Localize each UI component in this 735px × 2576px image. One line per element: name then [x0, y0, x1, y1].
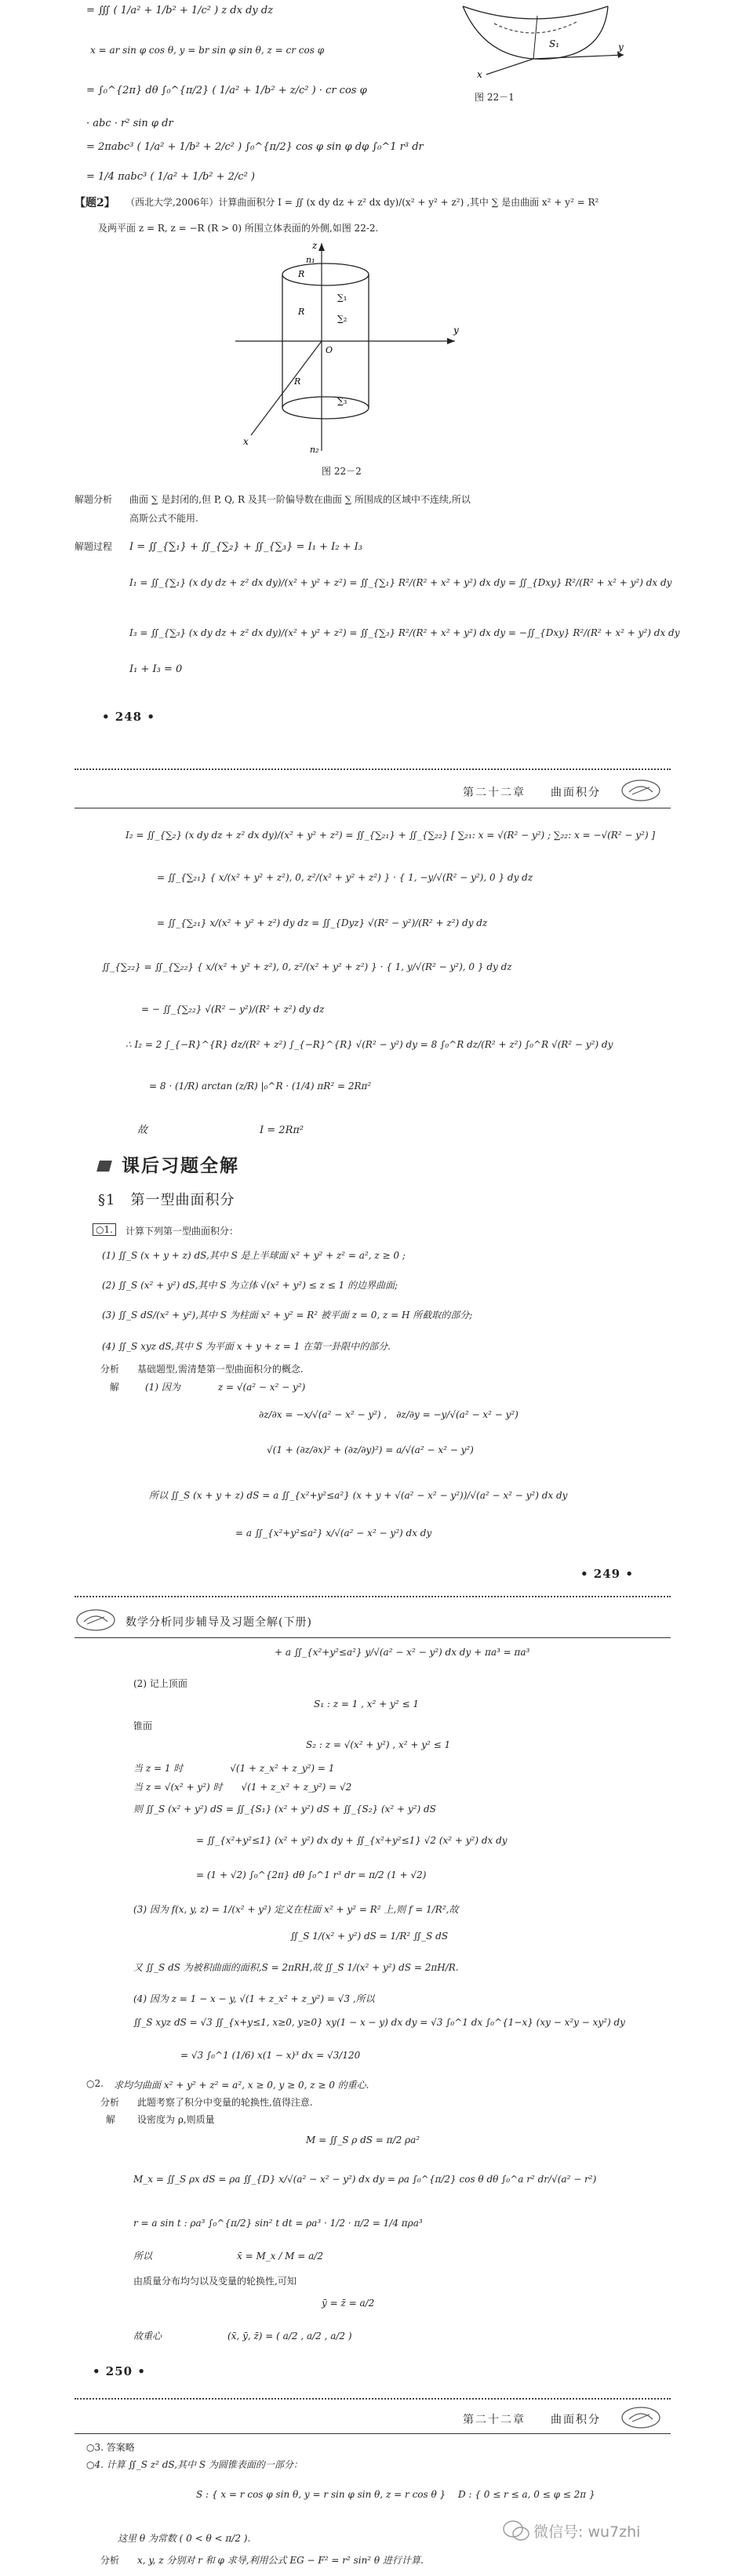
- equation-line: = ∬_{∑₂₁} { x/(x² + y² + z²), 0, z²/(x² + y² + z²) } · { 1, −y/√(R² − y²), 0 } dy dz: [157, 872, 533, 883]
- equation-line: ∬_{∑₂₂} = ∬_{∑₂₂} { x/(x² + y² + z²), 0, z²/(x² + y² + z²) } · { 1, y/√(R² − y²), 0 } dy dz: [102, 961, 512, 972]
- question-text: ○3. 答案略: [86, 2442, 135, 2453]
- book-logo-icon: [75, 1606, 118, 1634]
- subsection-title: §1 第一型曲面积分: [98, 1192, 235, 1208]
- svg-text:R: R: [298, 269, 305, 279]
- equation-line: = a ∬_{x²+y²≤a²} x/√(a² − x² − y²) dx dy: [235, 1528, 432, 1539]
- text-line: 这里 θ 为常数 ( 0 < θ < π/2 ).: [118, 2533, 251, 2544]
- analysis-text: x, y, z 分别对 r 和 φ 求导,利用公式 EG − F² = r² sin² θ 进行计算.: [137, 2555, 424, 2566]
- svg-text:x: x: [243, 436, 249, 447]
- svg-text:n₁: n₁: [306, 255, 315, 265]
- equation-line: 则 ∬_S (x² + y²) dS = ∬_{S₁} (x² + y²) dS + ∬_{S₂} (x² + y²) dS: [133, 1804, 436, 1815]
- equation-line: M_x = ∬_S ρx dS = ρa ∬_{D} x/√(a² − x² − y²) dx dy = ρa ∫₀^{π/2} cos θ dθ ∫₀^a r² dr/√(a² − r²): [133, 2174, 597, 2185]
- equation-line: 当 z = √(x² + y²) 时 √(1 + z_x² + z_y²) = √2: [133, 1782, 352, 1793]
- equation-line: = ∭ ( 1/a² + 1/b² + 1/c² ) z dx dy dz: [86, 5, 274, 16]
- equation-line: I₁ = ∬_{∑₁} (x dy dz + z² dx dy)/(x² + y² + z²) = ∬_{∑₁} R²/(R² + x² + y²) dx dy = ∬_{Dxy} R²/(R² + x² + y²) dx dy: [129, 577, 672, 588]
- figure-22-1: [439, 0, 628, 78]
- question-text: ○4. 计算 ∬_S z² dS,其中 S 为圆锥表面的一部分：: [86, 2459, 303, 2470]
- svg-text:∑₂: ∑₂: [337, 314, 347, 324]
- analysis-label: 分析: [100, 2555, 120, 2566]
- figure-caption: 图 22－1: [475, 92, 515, 103]
- solution-label: 解: [106, 2114, 116, 2125]
- axis-x-label: x: [477, 69, 482, 78]
- process-label: 解题过程: [75, 541, 113, 552]
- question-item: (1) ∬_S (x + y + z) dS,其中 S 是上半球面 x² + y² + z² = a², z ≥ 0 ;: [102, 1250, 406, 1261]
- equation-line: = ∬_{∑₂₁} x/(x² + y² + z²) dy dz = ∬_{Dyz} √(R² − y²)/(R² + z²) dy dz: [157, 917, 488, 928]
- exercise-text: （西北大学,2006年）计算曲面积分 I = ∬ (x dy dz + z² dx dy)/(x² + y² + z²) ,其中 ∑ 是由曲面 x² + y² = R²: [126, 197, 599, 208]
- equation-line: = 2πabc³ ( 1/a² + 1/b² + 2/c² ) ∫₀^{π/2} cos φ sin φ dφ ∫₀^1 r³ dr: [86, 141, 424, 153]
- equation-line: I₁ + I₃ = 0: [129, 663, 183, 675]
- equation-line: I = ∬_{∑₁} + ∬_{∑₂} + ∬_{∑₃} = I₁ + I₂ + I₃: [129, 541, 362, 553]
- question-text: 求均匀曲面 x² + y² + z² = a², x ≥ 0, y ≥ 0, z ≥ 0 的重心.: [114, 2080, 369, 2091]
- analysis-text: 高斯公式不能用.: [129, 513, 198, 524]
- equation-line: · abc · r² sin φ dr: [86, 118, 173, 129]
- text-line: 锥面: [133, 1720, 153, 1731]
- book-icon: [96, 1161, 112, 1172]
- analysis-label: 分析: [100, 2097, 120, 2108]
- equation-line: 当 z = 1 时 √(1 + z_x² + z_y²) = 1: [133, 1763, 335, 1774]
- question-text: 计算下列第一型曲面积分：: [126, 1226, 239, 1237]
- equation-line: 所以 ∬_S (x + y + z) dS = a ∬_{x²+y²≤a²} (x + y + √(a² − x² − y²))/√(a² − x² − y²) dx dy: [149, 1490, 568, 1501]
- book-header: 数学分析同步辅导及习题全解(下册): [126, 1616, 312, 1629]
- page-number: • 249 •: [580, 1567, 634, 1581]
- equation-line: S : { x = r cos φ sin θ, y = r sin φ sin θ, z = r cos θ } D : { 0 ≤ r ≤ a, 0 ≤ φ ≤ 2π }: [196, 2489, 595, 2500]
- equation-line: (4) 因为 z = 1 − x − y, √(1 + z_x² + z_y²) = √3 ,所以: [133, 1993, 375, 2004]
- question-item: (3) ∬_S dS/(x² + y²),其中 S 为柱面 x² + y² = R² 被平面 z = 0, z = H 所截取的部分;: [102, 1310, 473, 1321]
- text-line: (2) 记上顶面: [133, 1678, 187, 1689]
- equation-line: = ∫₀^{2π} dθ ∫₀^{π/2} ( 1/a² + 1/b² + z/c² ) · cr cos φ: [86, 85, 367, 96]
- equation-substitution: x = ar sin φ cos θ, y = br sin φ sin θ, z = cr cos φ: [90, 45, 325, 56]
- header-rule: [75, 1637, 671, 1638]
- svg-text:z: z: [312, 240, 318, 251]
- section-title: 课后习题全解: [122, 1155, 239, 1176]
- equation-line: I₂ = ∬_{∑₂} (x dy dz + z² dx dy)/(x² + y² + z²) = ∬_{∑₂₁} + ∬_{∑₂₂} [ ∑₂₁: x = √(R² − y²) ; ∑₂₂: x = −√(R² − y²) ]: [126, 830, 656, 841]
- solution-text: 设密度为 ρ,则质量: [137, 2114, 215, 2125]
- equation-line: ȳ = z̄ = a/2: [322, 2298, 375, 2309]
- equation-line: ∬_S 1/(x² + y²) dS = 1/R² ∬_S dS: [290, 1931, 449, 1942]
- page-divider: [75, 768, 671, 770]
- question-item: (2) ∬_S (x² + y²) dS,其中 S 为立体 √(x² + y²) ≤ z ≤ 1 的边界曲面;: [102, 1280, 398, 1291]
- page-divider: [75, 1596, 671, 1597]
- equation-line: = 1/4 πabc³ ( 1/a² + 1/b² + 2/c² ): [86, 171, 255, 183]
- svg-text:R: R: [298, 307, 305, 317]
- figure-22-2: [220, 239, 471, 459]
- equation-line: I₃ = ∬_{∑₃} (x dy dz + z² dx dy)/(x² + y² + z²) = ∬_{∑₃} R²/(R² + x² + y²) dx dy = −∬_{Dxy} R²/(R² + x² + y²) dx dy: [129, 627, 680, 638]
- equation-line: = (1 + √2) ∫₀^{2π} dθ ∫₀^1 r³ dr = π/2 (1 + √2): [196, 1869, 427, 1880]
- equation-line: ∴ I₂ = 2 ∫_{−R}^{R} dz/(R² + z²) ∫_{−R}^{R} √(R² − y²) dy = 8 ∫₀^R dz/(R² + z²) ∫₀^R √(R² − y²) dy: [126, 1039, 613, 1050]
- equation-line: 又 ∬_S dS 为被积曲面的面积,S = 2πRH,故 ∬_S 1/(x² + y²) dS = 2πH/R.: [133, 1962, 459, 1973]
- analysis-text: 此题考察了积分中变量的轮换性,值得注意.: [137, 2097, 313, 2108]
- equation-line: M = ∬_S ρ dS = π/2 ρa²: [306, 2135, 420, 2145]
- analysis-text: 曲面 ∑ 是封闭的,但 P, Q, R 及其一阶偏导数在曲面 ∑ 所围成的区域中不连续,所以: [129, 494, 471, 505]
- equation-line: S₂ : z = √(x² + y²) , x² + y² ≤ 1: [306, 1739, 451, 1750]
- analysis-label: 分析: [100, 1364, 120, 1375]
- svg-text:O: O: [326, 345, 333, 355]
- question-label: ○2.: [86, 2078, 104, 2089]
- equation-line: r = a sin t : ρa³ ∫₀^{π/2} sin² t dt = ρa³ · 1/2 · π/2 = 1/4 πρa³: [133, 2218, 423, 2229]
- equation-line: √(1 + (∂z/∂x)² + (∂z/∂y)²) = a/√(a² − x² − y²): [267, 1444, 474, 1455]
- header-rule: [75, 2433, 671, 2434]
- svg-text:∑₃: ∑₃: [337, 396, 347, 406]
- equation-line: 所以 x̄ = M_x / M = a/2: [133, 2251, 323, 2262]
- surface-label: S₁: [549, 38, 560, 49]
- solution-label: 解: [110, 1382, 120, 1393]
- book-logo-icon: [620, 776, 663, 805]
- analysis-label: 解题分析: [75, 494, 113, 505]
- exercise-text: 及两平面 z = R, z = −R (R > 0) 所围立体表面的外侧,如图 22-2.: [98, 223, 379, 234]
- watermark-text: 微信号: wu7zhi: [533, 2523, 641, 2541]
- equation-line: = − ∬_{∑₂₂} √(R² − y²)/(R² + z²) dy dz: [141, 1004, 325, 1015]
- wechat-icon: [502, 2519, 530, 2542]
- svg-text:∑₁: ∑₁: [337, 292, 347, 303]
- equation-line: + a ∬_{x²+y²≤a²} y/√(a² − x² − y²) dx dy + πa³ = πa³: [275, 1647, 530, 1658]
- question-label: ○1.: [93, 1223, 116, 1236]
- equation-line: = ∬_{x²+y²≤1} (x² + y²) dx dy + ∬_{x²+y²≤1} √2 (x² + y²) dx dy: [196, 1835, 508, 1846]
- svg-text:y: y: [453, 325, 459, 336]
- equation-line: S₁ : z = 1 , x² + y² ≤ 1: [314, 1699, 419, 1709]
- exercise-label: 【题2】: [75, 197, 115, 209]
- chapter-header: 第二十二章 曲面积分: [463, 787, 601, 799]
- equation-line: ∂z/∂x = −x/√(a² − x² − y²) , ∂z/∂y = −y/√(a² − x² − y²): [259, 1409, 519, 1420]
- equation-line: 故 I = 2Rπ²: [137, 1125, 304, 1136]
- page-divider: [75, 2398, 671, 2400]
- svg-text:R: R: [294, 376, 301, 387]
- equation-line: = 8 · (1/R) arctan (z/R) |₀^R · (1/4) πR² = 2Rπ²: [149, 1081, 372, 1092]
- equation-line: ∬_S xyz dS = √3 ∬_{x+y≤1, x≥0, y≥0} xy(1 − x − y) dx dy = √3 ∫₀^1 dx ∫₀^{1−x} (xy − x²y − xy²) dy: [133, 2017, 625, 2028]
- page-number: • 248 •: [102, 710, 155, 724]
- equation-line: (1) 因为 z = √(a² − x² − y²): [145, 1382, 306, 1393]
- chapter-header: 第二十二章 曲面积分: [463, 2414, 601, 2426]
- equation-line: (3) 因为 f(x, y, z) = 1/(x² + y²) 定义在柱面 x² + y² = R² 上,则 f = 1/R²,故: [133, 1904, 459, 1915]
- equation-line: 故重心 (x̄, ȳ, z̄) = ( a/2 , a/2 , a/2 ): [133, 2331, 352, 2342]
- equation-line: = √3 ∫₀^1 (1/6) x(1 − x)³ dx = √3/120: [180, 2050, 361, 2061]
- text-line: 由质量分布均匀以及变量的轮换性,可知: [133, 2276, 297, 2287]
- analysis-text: 基础题型,需清楚第一型曲面积分的概念.: [137, 1364, 304, 1375]
- page-number: • 250 •: [93, 2364, 146, 2378]
- book-logo-icon: [620, 2403, 663, 2432]
- axis-y-label: y: [618, 42, 624, 53]
- svg-text:n₂: n₂: [310, 445, 319, 455]
- figure-caption: 图 22－2: [322, 466, 362, 477]
- question-item: (4) ∬_S xyz dS,其中 S 为平面 x + y + z = 1 在第一卦限中的部分.: [102, 1341, 391, 1352]
